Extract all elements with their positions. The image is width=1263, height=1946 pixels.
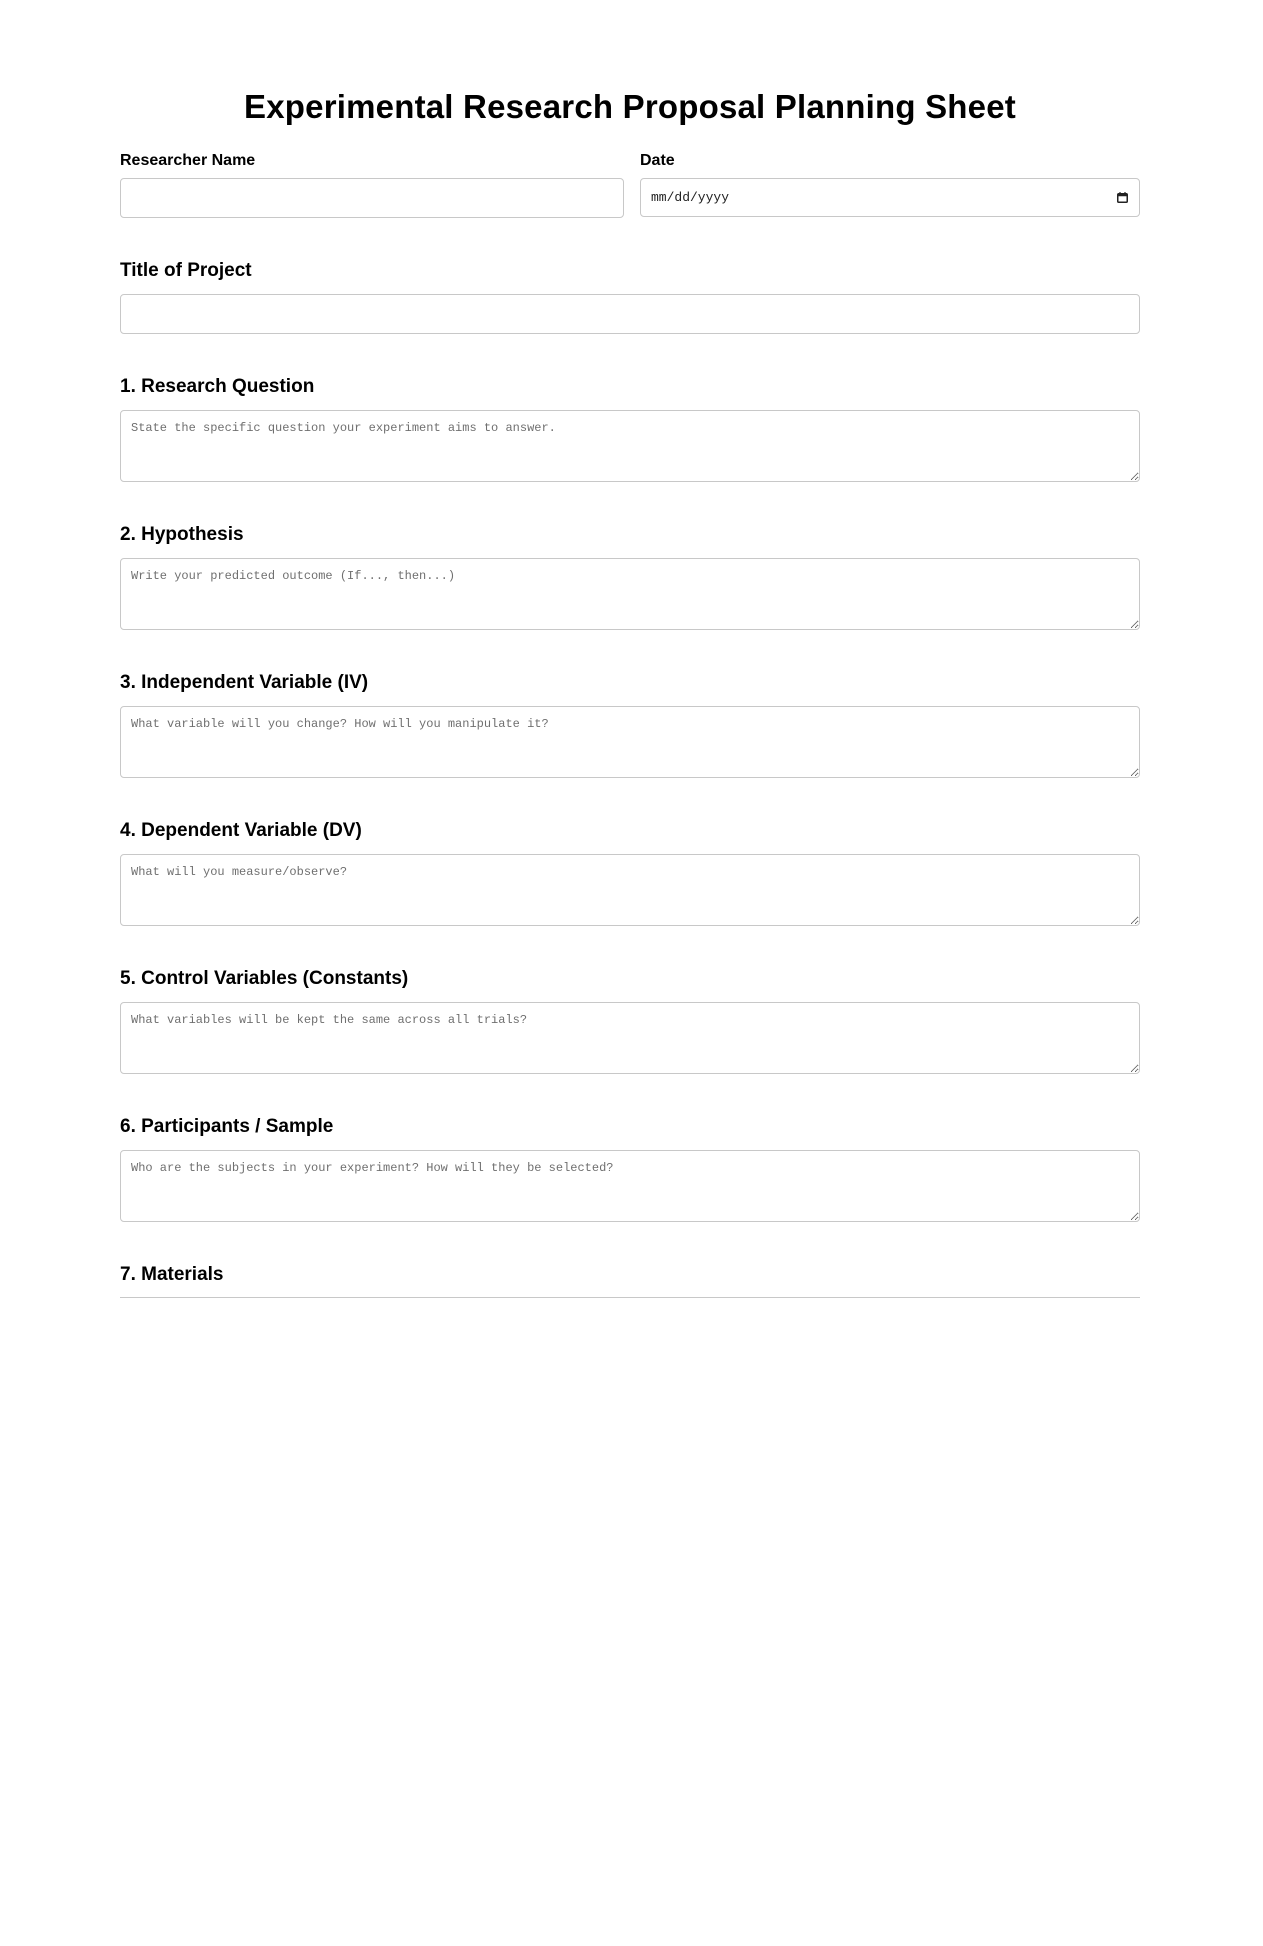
dependent-variable-heading: 4. Dependent Variable (DV) xyxy=(120,820,362,841)
hypothesis-textarea[interactable] xyxy=(120,558,1140,630)
calendar-icon[interactable] xyxy=(1117,192,1128,203)
date-label: Date xyxy=(640,152,675,169)
dependent-variable-textarea[interactable] xyxy=(120,854,1140,926)
page-title: Experimental Research Proposal Planning Sheet xyxy=(244,88,1016,125)
materials-heading: 7. Materials xyxy=(120,1264,224,1285)
research-question-textarea[interactable] xyxy=(120,410,1140,482)
independent-variable-textarea[interactable] xyxy=(120,706,1140,778)
research-question-heading: 1. Research Question xyxy=(120,376,315,397)
date-placeholder: mm/dd/yyyy xyxy=(651,190,730,205)
independent-variable-heading: 3. Independent Variable (IV) xyxy=(120,672,369,693)
control-variables-heading: 5. Control Variables (Constants) xyxy=(120,968,409,989)
date-input[interactable] xyxy=(640,178,1140,217)
project-title-input[interactable] xyxy=(120,294,1140,334)
participants-heading: 6. Participants / Sample xyxy=(120,1116,334,1137)
hypothesis-heading: 2. Hypothesis xyxy=(120,524,244,545)
researcher-name-label: Researcher Name xyxy=(120,152,256,169)
materials-divider xyxy=(120,1297,1140,1298)
project-title-label: Title of Project xyxy=(120,260,252,281)
researcher-name-input[interactable] xyxy=(120,178,624,218)
control-variables-textarea[interactable] xyxy=(120,1002,1140,1074)
participants-textarea[interactable] xyxy=(120,1150,1140,1222)
